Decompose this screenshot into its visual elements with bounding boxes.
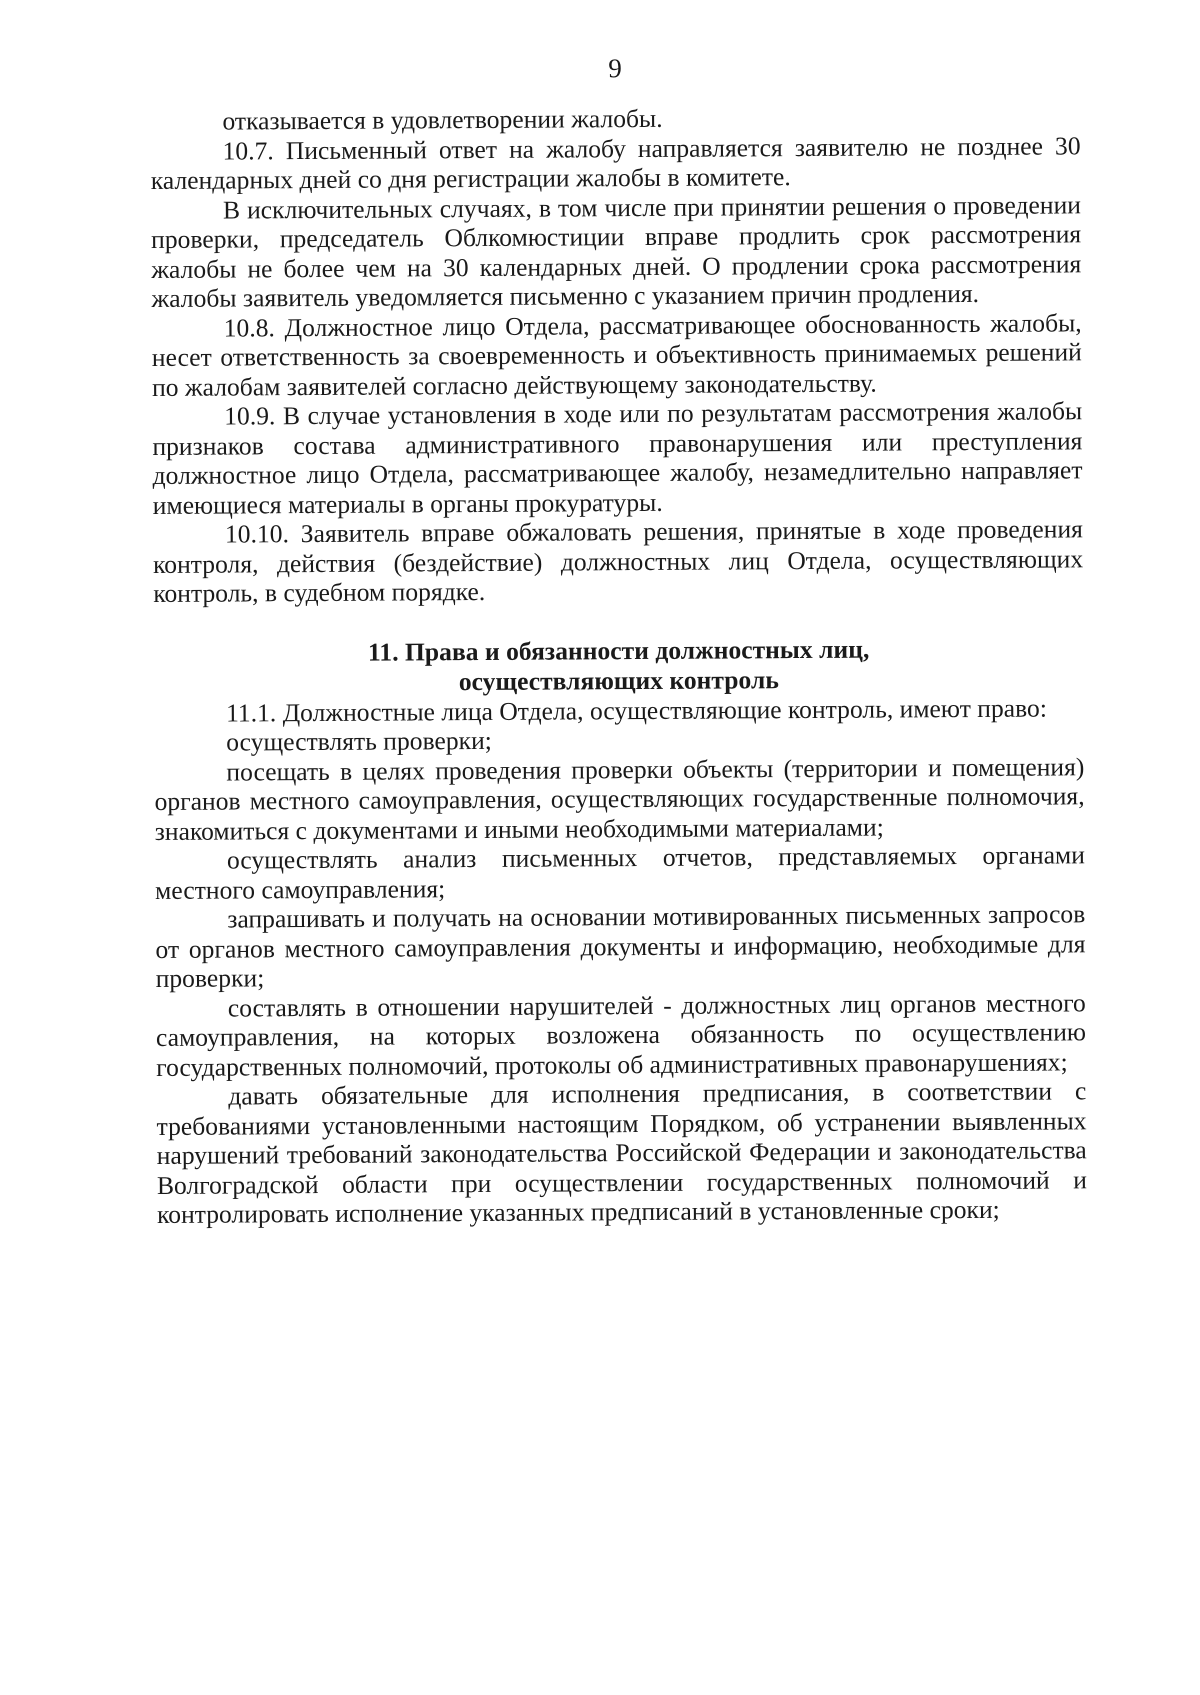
- section-heading-line2: осуществляющих контроль: [458, 664, 779, 696]
- list-item-analyze-reports: осуществлять анализ письменных отчетов, представляемых органами местного самоуправления;: [155, 840, 1085, 905]
- paragraph-10-9: 10.9. В случае установления в ходе или по результатам рассмотрения жалобы признаков состава административного правонарушения или преступления должностное лицо Отдела, рассматривающее жалобу, незамедлительно направляет имеющиеся материалы в органы прокуратуры.: [152, 396, 1083, 520]
- list-item-prescriptions: давать обязательные для исполнения предписания, в соответствии с требованиями установленными настоящим Порядком, об устранении выявленных нарушений требований законодательства Российской Федерации и законодательства Волгоградской области при осуществлении государственных полномочий и контролировать исполнение указанных предписаний в установленные сроки;: [156, 1076, 1087, 1229]
- paragraph-exceptional-cases: В исключительных случаях, в том числе при принятии решения о проведении проверки, председатель Облкомюстиции вправе продлить срок рассмотрения жалобы не более чем на 30 календарных дней. О продлении срока рассмотрения жалобы заявитель уведомляется письменно с указанием причин продления.: [151, 189, 1082, 313]
- section-heading-line1: 11. Права и обязанности должностных лиц,: [367, 634, 870, 667]
- list-item-visit-objects: посещать в целях проведения проверки объекты (территории и помещения) органов местного самоуправления, осуществляющих государственные полномочия, знакомиться с документами и иными необходимыми материалами;: [154, 751, 1085, 846]
- paragraphs-after: [154, 693, 1087, 1230]
- list-item-protocols: составлять в отношении нарушителей - должностных лиц органов местного самоуправления, на которых возложена обязанность по осуществлению государственных полномочий, протоколы об административных правонарушениях;: [155, 987, 1087, 1082]
- paragraph-10-8: 10.8. Должностное лицо Отдела, рассматривающее обоснованность жалобы, несет ответственность за своевременность и объективность принимаемых решений по жалобам заявителей согласно действующему законодательству.: [151, 307, 1082, 402]
- section-heading: [154, 633, 1084, 699]
- paragraphs-before: [150, 101, 1083, 608]
- paragraph-10-7: 10.7. Письменный ответ на жалобу направляется заявителю не позднее 30 календарных дней со дня регистрации жалобы в комитете.: [150, 130, 1081, 195]
- list-item-request-documents: запрашивать и получать на основании мотивированных письменных запросов от органов местного самоуправления документы и информацию, необходимые для проверки;: [155, 899, 1086, 993]
- paragraph-10-10: 10.10. Заявитель вправе обжаловать решения, принятые в ходе проведения контроля, действия (бездействие) должностных лиц Отдела, осуществляющих контроль, в судебном порядке.: [153, 514, 1084, 608]
- paragraph-11-1: 11.1. Должностные лица Отдела, осуществляющие контроль, имеют право:: [225, 693, 1047, 728]
- page-number: 9: [608, 53, 622, 84]
- list-item-inspections: осуществлять проверки;: [226, 725, 492, 757]
- document-page: [150, 49, 1087, 1229]
- paragraph-refusal-end: отказывается в удовлетворении жалобы.: [222, 103, 663, 136]
